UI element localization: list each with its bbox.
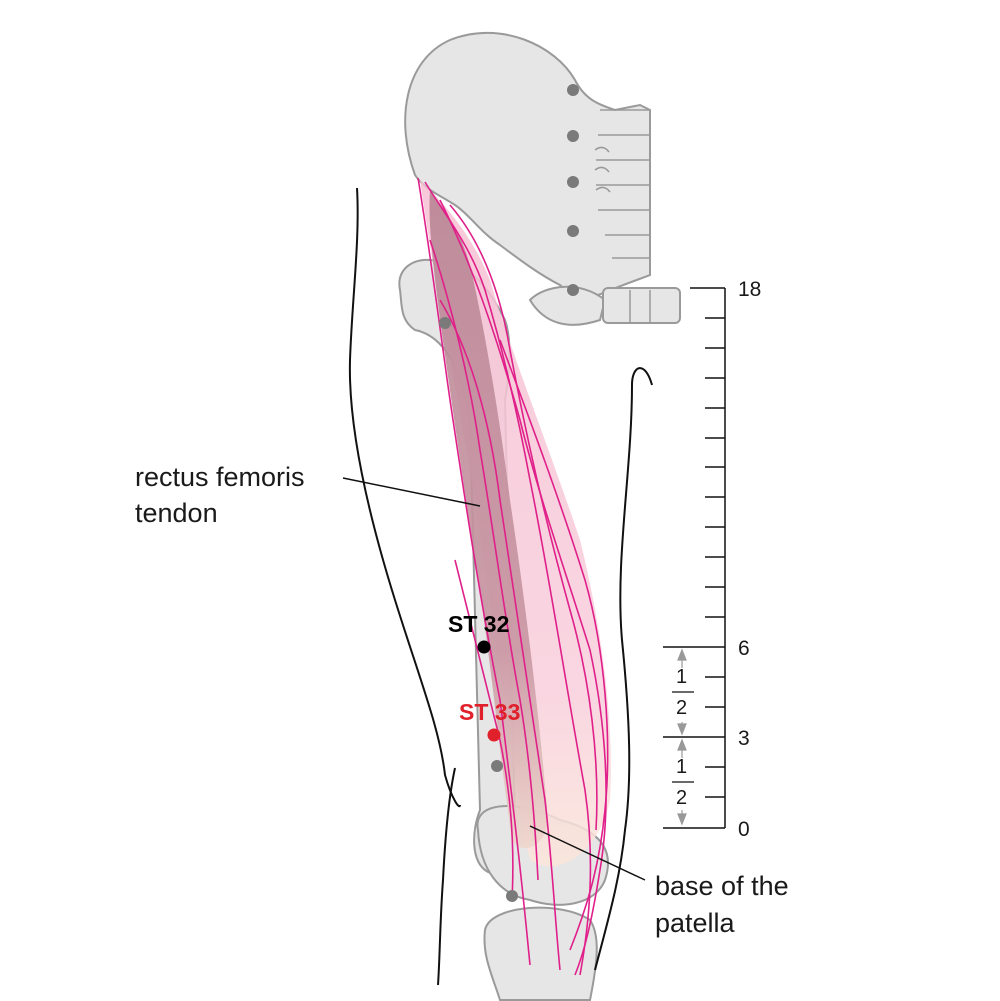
- measure-scale: [663, 278, 761, 841]
- scale-18: 18: [738, 278, 762, 301]
- frac1-den: 2: [676, 697, 688, 719]
- scale-6: 6: [738, 637, 750, 660]
- st32-label: ST 32: [448, 611, 510, 637]
- scale-3: 3: [738, 727, 750, 750]
- scale-0: 0: [738, 818, 750, 841]
- frac2-num: 1: [676, 756, 688, 778]
- rectus-label-2: tendon: [135, 498, 218, 528]
- st32-point[interactable]: [478, 641, 491, 654]
- rectus-label-1: rectus femoris: [135, 462, 305, 492]
- frac1-num: 1: [676, 666, 688, 688]
- pubic-symphysis: [603, 288, 680, 323]
- st33-point[interactable]: [488, 729, 501, 742]
- frac2-den: 2: [676, 787, 688, 809]
- patella-label-2: patella: [655, 908, 735, 938]
- st33-label: ST 33: [459, 699, 521, 725]
- patella-label-1: base of the: [655, 871, 789, 901]
